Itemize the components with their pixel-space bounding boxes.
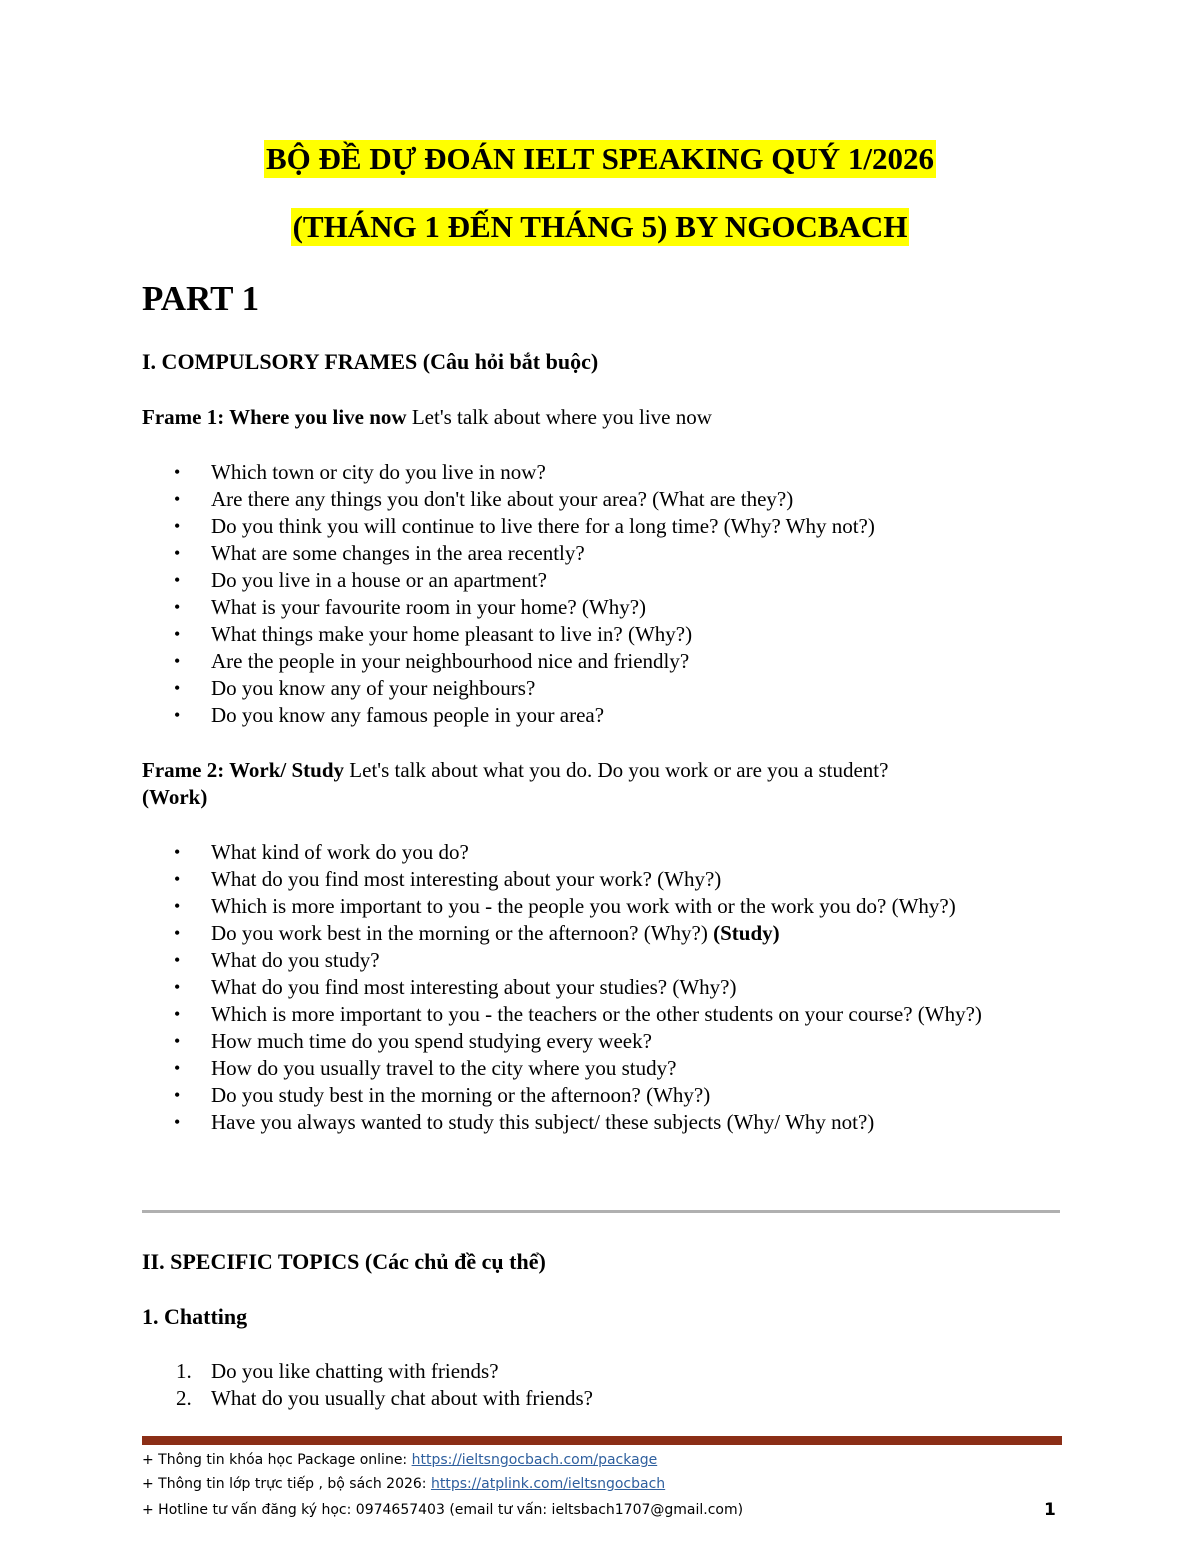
list-item-number: 1. <box>176 1359 192 1383</box>
section-1-heading: I. COMPULSORY FRAMES (Câu hỏi bắt buộc) <box>142 349 599 374</box>
list-item: • What do you study? <box>142 947 1062 974</box>
atplink-link[interactable]: https://atplink.com/ieltsngocbach <box>430 1476 666 1492</box>
footer-line-2-label: + Thông tin lớp trực tiếp , bộ sách 2026: <box>142 1476 431 1492</box>
list-item: • Do you know any famous people in your area? <box>142 702 1062 729</box>
part-heading: PART 1 <box>142 279 260 318</box>
list-item: • Are the people in your neighbourhood nice and friendly? <box>142 648 1062 675</box>
list-item: • Have you always wanted to study this subject/ these subjects (Why/ Why not?) <box>142 1109 1062 1136</box>
section-2-heading: II. SPECIFIC TOPICS (Các chủ đề cụ thể) <box>142 1249 546 1274</box>
list-item: • What do you find most interesting about your work? (Why?) <box>142 866 1062 893</box>
list-item: • Do you think you will continue to live there for a long time? (Why? Why not?) <box>142 513 1062 540</box>
frame-2-intro-text: Let's talk about what you do. Do you work or are you a student? <box>344 758 889 782</box>
list-item: • How much time do you spend studying every week? <box>142 1028 1062 1055</box>
list-item: • Do you study best in the morning or the afternoon? (Why?) <box>142 1082 1062 1109</box>
list-item: • Which is more important to you - the teachers or the other students on your course? (Why?) <box>142 1001 1062 1028</box>
list-item: • What kind of work do you do? <box>142 839 1062 866</box>
package-link[interactable]: https://ieltsngocbach.com/package <box>411 1452 658 1468</box>
list-item: • What things make your home pleasant to live in? (Why?) <box>142 621 1062 648</box>
list-item: • Which town or city do you live in now? <box>142 459 1062 486</box>
frame-2-label: Frame 2: Work/ Study <box>142 758 345 782</box>
title-line-1: BỘ ĐỀ DỰ ĐOÁN IELT SPEAKING QUÝ 1/2026 <box>265 141 935 176</box>
list-item: • Which is more important to you - the people you work with or the work you do? (Why?) <box>142 893 1062 920</box>
list-item-number: 2. <box>176 1386 192 1410</box>
footer-line-3: + Hotline tư vấn đăng ký học: 0974657403 (email tư vấn: ieltsbach1707@gmail.com) <box>142 1502 744 1518</box>
list-item: • What are some changes in the area recently? <box>142 540 1062 567</box>
title-line-2: (THÁNG 1 ĐẾN THÁNG 5) BY NGOCBACH <box>292 209 908 244</box>
footer-line-2 <box>142 1474 665 1494</box>
list-item-text: What do you usually chat about with friends? <box>211 1386 593 1410</box>
topic-1-question-list <box>142 1358 1062 1412</box>
list-item: • Do you live in a house or an apartment? <box>142 567 1062 594</box>
document-title <box>0 140 1200 276</box>
list-item-text: Do you like chatting with friends? <box>211 1359 499 1383</box>
frame-2-question-list <box>142 839 1062 1136</box>
list-item <box>142 920 1062 947</box>
footer-line-1 <box>142 1450 657 1470</box>
frame-1-intro-text: Let's talk about where you live now <box>406 405 712 429</box>
section-divider <box>142 1210 1060 1213</box>
frame-2-intro <box>142 757 1042 811</box>
page-number: 1 <box>1044 1500 1056 1520</box>
frame-2-study-label: (Study) <box>713 921 780 945</box>
list-item-text: Do you work best in the morning or the afternoon? (Why?) <box>211 921 708 945</box>
frame-1-intro <box>142 404 1042 431</box>
list-item: • Are there any things you don't like about your area? (What are they?) <box>142 486 1062 513</box>
frame-1-label: Frame 1: Where you live now <box>142 405 407 429</box>
list-item: • Do you know any of your neighbours? <box>142 675 1062 702</box>
topic-1-heading: 1. Chatting <box>142 1304 248 1329</box>
list-item <box>142 1358 1062 1385</box>
frame-1-question-list <box>142 459 1062 729</box>
list-item: • What do you find most interesting about your studies? (Why?) <box>142 974 1062 1001</box>
list-item: • What is your favourite room in your home? (Why?) <box>142 594 1062 621</box>
footer-line-1-label: + Thông tin khóa học Package online: <box>142 1452 412 1468</box>
frame-2-work-label: (Work) <box>142 785 208 809</box>
list-item <box>142 1385 1062 1412</box>
list-item: • How do you usually travel to the city where you study? <box>142 1055 1062 1082</box>
footer-bar <box>142 1436 1062 1445</box>
